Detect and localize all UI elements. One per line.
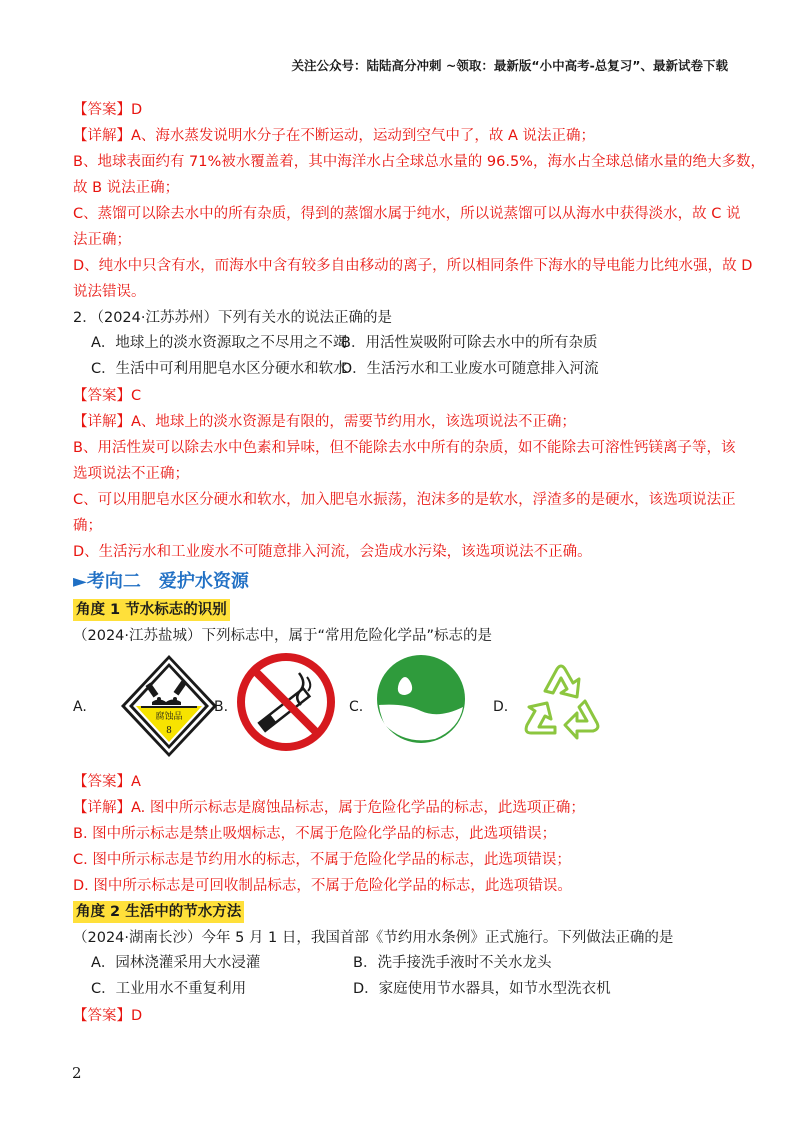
q2-option-d: D．生活污水和工业废水可随意排入河流 (341, 361, 599, 377)
recycling-sign-icon (515, 653, 607, 753)
detail-tag: 【详解】 (73, 414, 131, 430)
section-arrow-icon: ► (73, 571, 87, 592)
angle1-detail-line: D. 图中所示标志是可回收制品标志，不属于危险化学品的标志，此选项错误。 (73, 878, 572, 894)
answer-tag: 【答案】 (73, 102, 131, 118)
detail-tag: 【详解】 (73, 800, 131, 816)
angle2-option-b: B．洗手接洗手液时不关水龙头 (353, 955, 552, 971)
q2-detail-line: 选项说法不正确； (73, 466, 189, 482)
angle1-stem: （2024·江苏盐城）下列标志中，属于“常用危险化学品”标志的是 (73, 628, 493, 644)
q2-detail-line: D、生活污水和工业废水不可随意排入河流，会造成水污染，该选项说法不正确。 (73, 544, 592, 560)
angle1-detail-line: B. 图中所示标志是禁止吸烟标志，不属于危险化学品的标志，此选项错误； (73, 826, 557, 842)
option-label-b: B. (214, 699, 229, 715)
q1-detail-line: B、地球表面约有 71%被水覆盖着，其中海洋水占全球总水量的 96.5%，海水占全球总储水量的绝大多数， (73, 154, 765, 170)
q2-detail-line: 【详解】A、地球上的淡水资源是有限的，需要节约用水，该选项说法不正确； (73, 414, 576, 430)
page-number: 2 (72, 1064, 82, 1082)
angle2-options-row (73, 977, 733, 1003)
q1-detail-line: 说法错误。 (73, 284, 146, 300)
answer-tag: 【答案】 (73, 1008, 131, 1024)
q2-stem: 2．（2024·江苏苏州）下列有关水的说法正确的是 (73, 310, 392, 326)
answer-value: A (131, 774, 141, 790)
sign-options-row (73, 649, 733, 769)
option-label-d: D. (493, 699, 509, 715)
angle2-options-row (73, 951, 733, 977)
angle-tag: 角度 1 节水标志的识别 (73, 599, 230, 621)
q2-options-row (73, 331, 733, 357)
page-content (73, 97, 765, 1029)
corrosive-sign-icon (119, 653, 219, 759)
option-label-a: A. (73, 699, 87, 715)
q2-detail-line: B、用活性炭可以除去水中色素和异味，但不能除去水中所有的杂质，如不能除去可溶性钙镁离子等，该 (73, 440, 736, 456)
q2-answer-line (73, 383, 733, 409)
q1-detail-line: 【详解】A、海水蒸发说明水分子在不断运动，运动到空气中了，故 A 说法正确； (73, 128, 596, 144)
angle2-stem: （2024·湖南长沙）今年 5 月 1 日，我国首部《节约用水条例》正式施行。下列做法正确的是 (73, 930, 674, 946)
angle2-answer-line (73, 1003, 733, 1029)
answer-tag: 【答案】 (73, 388, 131, 404)
angle1-detail-line: C. 图中所示标志是节约用水的标志，不属于危险化学品的标志，此选项错误； (73, 852, 571, 868)
q1-detail-line: D、纯水中只含有水，而海水中含有较多自由移动的离子，所以相同条件下海水的导电能力比纯水强，故 D (73, 258, 753, 274)
q2-option-c: C．生活中可利用肥皂水区分硬水和软水 (91, 361, 348, 377)
water-saving-sign-icon (375, 653, 467, 745)
q1-detail-line: 法正确； (73, 232, 131, 248)
angle1-answer-line (73, 769, 733, 795)
section-title: 考向二 爱护水资源 (86, 571, 249, 592)
angle2-option-c: C．工业用水不重复利用 (91, 981, 247, 997)
corrosive-sign-number: 8 (166, 726, 172, 736)
q2-options-row (73, 357, 733, 383)
answer-value: D (131, 1008, 143, 1024)
section-heading (73, 567, 733, 597)
q2-detail-line: C、可以用肥皂水区分硬水和软水，加入肥皂水振荡，泡沫多的是软水，浮渣多的是硬水，该选项说法正 (73, 492, 736, 508)
answer-tag: 【答案】 (73, 774, 131, 790)
angle1-heading (73, 597, 733, 623)
q1-detail-line: C、蒸馏可以除去水中的所有杂质，得到的蒸馏水属于纯水，所以说蒸馏可以从海水中获得淡水，故 C 说 (73, 206, 741, 222)
detail-tag: 【详解】 (73, 128, 131, 144)
angle2-heading (73, 899, 733, 925)
angle-tag: 角度 2 生活中的节水方法 (73, 901, 244, 923)
q2-option-a: A．地球上的淡水资源取之不尽用之不竭 (91, 335, 348, 351)
angle1-detail-line: 【详解】A. 图中所示标志是腐蚀品标志，属于危险化学品的标志，此选项正确； (73, 800, 585, 816)
corrosive-sign-text: 腐蚀品 (155, 712, 183, 722)
angle2-option-d: D．家庭使用节水器具，如节水型洗衣机 (353, 981, 611, 997)
q2-option-b: B．用活性炭吸附可除去水中的所有杂质 (341, 335, 598, 351)
q2-detail-line: 确； (73, 518, 102, 534)
q1-detail-line: 故 B 说法正确； (73, 180, 180, 196)
angle2-option-a: A．园林浇灌采用大水浸灌 (91, 955, 261, 971)
no-smoking-sign-icon (237, 653, 335, 751)
answer-value: C (131, 388, 142, 404)
page-header: 关注公众号：陆陆高分冲刺 ~领取：最新版“小中高考-总复习”、最新试卷下载 (291, 58, 728, 73)
q1-answer-line (73, 97, 733, 123)
option-label-c: C. (349, 699, 364, 715)
answer-value: D (131, 102, 143, 118)
